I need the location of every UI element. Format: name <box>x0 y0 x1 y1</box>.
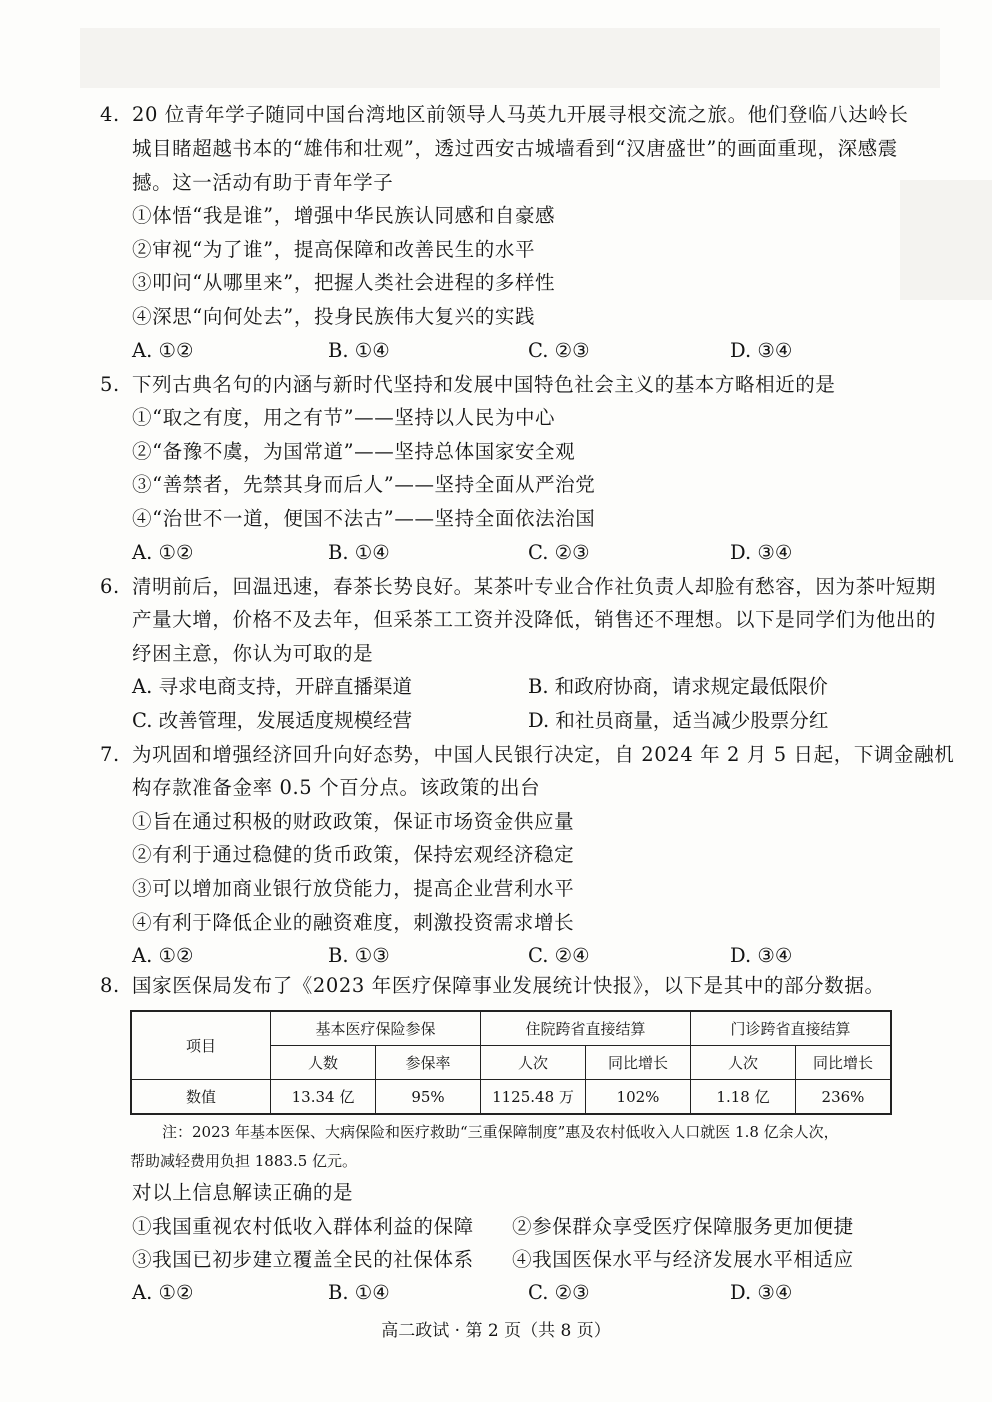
table-group-header: 住院跨省直接结算 <box>481 1011 691 1046</box>
table-subheader: 人次 <box>481 1046 586 1080</box>
choice-d[interactable]: D. ③④ <box>730 1281 793 1304</box>
table-cell: 1.18 亿 <box>691 1080 796 1115</box>
choice-a[interactable]: A. 寻求电商支持，开辟直播渠道 <box>132 675 412 698</box>
choice-a[interactable]: A. ①② <box>132 1281 194 1304</box>
statement-item: ③“善禁者，先禁其身而后人”——坚持全面从严治党 <box>132 473 596 496</box>
choice-c[interactable]: C. ②③ <box>528 1281 590 1304</box>
statement-item: ④我国医保水平与经济发展水平相适应 <box>512 1248 854 1271</box>
table-group-header: 门诊跨省直接结算 <box>691 1011 892 1046</box>
question-stem-line: 国家医保局发布了《2023 年医疗保障事业发展统计快报》，以下是其中的部分数据。 <box>132 974 885 997</box>
question-number: 4. <box>100 103 120 126</box>
statement-item: ③可以增加商业银行放贷能力，提高企业营利水平 <box>132 877 575 900</box>
page-footer: 高二政试 · 第 2 页（共 8 页） <box>381 1321 611 1341</box>
choice-a[interactable]: A. ①② <box>132 944 194 967</box>
question-stem-line: 20 位青年学子随同中国台湾地区前领导人马英九开展寻根交流之旅。他们登临八达岭长 <box>132 103 909 126</box>
question-stem-line: 城目睹超越书本的“雄伟和壮观”，透过西安古城墙看到“汉唐盛世”的画面重现，深感震 <box>132 137 898 160</box>
question-stem-line: 为巩固和增强经济回升向好态势，中国人民银行决定，自 2024 年 2 月 5 日起，下调金融机 <box>132 743 955 766</box>
table-row-label: 数值 <box>131 1080 271 1115</box>
table-note: 帮助减轻费用负担 1883.5 亿元。 <box>130 1152 358 1170</box>
choice-b[interactable]: B. ①④ <box>328 339 390 362</box>
table-note: 注：2023 年基本医保、大病保险和医疗救助“三重保障制度”惠及农村低收入人口就医 1.8 亿余人次， <box>162 1123 839 1141</box>
statement-item: ①我国重视农村低收入群体利益的保障 <box>132 1215 474 1238</box>
table-corner-header: 项目 <box>131 1011 271 1080</box>
question-stem-line: 纾困主意，你认为可取的是 <box>132 642 374 665</box>
choice-c[interactable]: C. ②④ <box>528 944 590 967</box>
statement-item: ①“取之有度，用之有节”——坚持以人民为中心 <box>132 406 556 429</box>
choice-b[interactable]: B. ①④ <box>328 1281 390 1304</box>
choice-d[interactable]: D. ③④ <box>730 541 793 564</box>
statement-item: ②有利于通过稳健的货币政策，保持宏观经济稳定 <box>132 843 575 866</box>
question-number: 7. <box>100 743 120 766</box>
choice-a[interactable]: A. ①② <box>132 339 194 362</box>
question-number: 6. <box>100 575 120 598</box>
choice-c[interactable]: C. 改善管理，发展适度规模经营 <box>132 709 413 732</box>
choice-d[interactable]: D. 和社员商量，适当减少股票分红 <box>528 709 829 732</box>
table-subheader: 参保率 <box>376 1046 481 1080</box>
table-cell: 1125.48 万 <box>481 1080 586 1115</box>
statement-item: ①体悟“我是谁”，增强中华民族认同感和自豪感 <box>132 204 556 227</box>
question-stem-line: 下列古典名句的内涵与新时代坚持和发展中国特色社会主义的基本方略相近的是 <box>132 373 836 396</box>
question-stem-line: 产量大增，价格不及去年，但采茶工工资并没降低，销售还不理想。以下是同学们为他出的 <box>132 608 937 631</box>
statement-item: ②审视“为了谁”，提高保障和改善民生的水平 <box>132 238 536 261</box>
question-stem-line: 构存款准备金率 0.5 个百分点。该政策的出台 <box>132 776 541 799</box>
table-cell: 95% <box>376 1080 481 1115</box>
statement-item: ③我国已初步建立覆盖全民的社保体系 <box>132 1248 474 1271</box>
statement-item: ④有利于降低企业的融资难度，刺激投资需求增长 <box>132 911 575 934</box>
choice-b[interactable]: B. 和政府协商，请求规定最低限价 <box>528 675 828 698</box>
question-number: 5. <box>100 373 120 396</box>
choice-d[interactable]: D. ③④ <box>730 944 793 967</box>
statement-item: ④“治世不一道，便国不法古”——坚持全面依法治国 <box>132 507 596 530</box>
question-stem-line: 清明前后，回温迅速，春茶长势良好。某茶叶专业合作社负责人却脸有愁容，因为茶叶短期 <box>132 575 937 598</box>
choice-c[interactable]: C. ②③ <box>528 541 590 564</box>
statement-item: ②参保群众享受医疗保障服务更加便捷 <box>512 1215 854 1238</box>
statistics-table <box>130 1010 892 1115</box>
choice-a[interactable]: A. ①② <box>132 541 194 564</box>
question-stem-line: 撼。这一活动有助于青年学子 <box>132 171 394 194</box>
table-cell: 236% <box>796 1080 892 1115</box>
statement-item: ①旨在通过积极的财政政策，保证市场资金供应量 <box>132 810 575 833</box>
choice-d[interactable]: D. ③④ <box>730 339 793 362</box>
scan-shade <box>900 180 992 300</box>
question-prompt: 对以上信息解读正确的是 <box>132 1181 354 1204</box>
statement-item: ②“备豫不虞，为国常道”——坚持总体国家安全观 <box>132 440 576 463</box>
choice-c[interactable]: C. ②③ <box>528 339 590 362</box>
table-subheader: 人次 <box>691 1046 796 1080</box>
table-cell: 13.34 亿 <box>271 1080 376 1115</box>
statement-item: ④深思“向何处去”，投身民族伟大复兴的实践 <box>132 305 536 328</box>
scan-shade <box>80 28 940 88</box>
choice-b[interactable]: B. ①③ <box>328 944 390 967</box>
question-number: 8. <box>100 974 120 997</box>
table-subheader: 同比增长 <box>796 1046 892 1080</box>
table-cell: 102% <box>586 1080 691 1115</box>
table-subheader: 同比增长 <box>586 1046 691 1080</box>
choice-b[interactable]: B. ①④ <box>328 541 390 564</box>
table-subheader: 人数 <box>271 1046 376 1080</box>
statement-item: ③叩问“从哪里来”，把握人类社会进程的多样性 <box>132 271 556 294</box>
table-group-header: 基本医疗保险参保 <box>271 1011 481 1046</box>
